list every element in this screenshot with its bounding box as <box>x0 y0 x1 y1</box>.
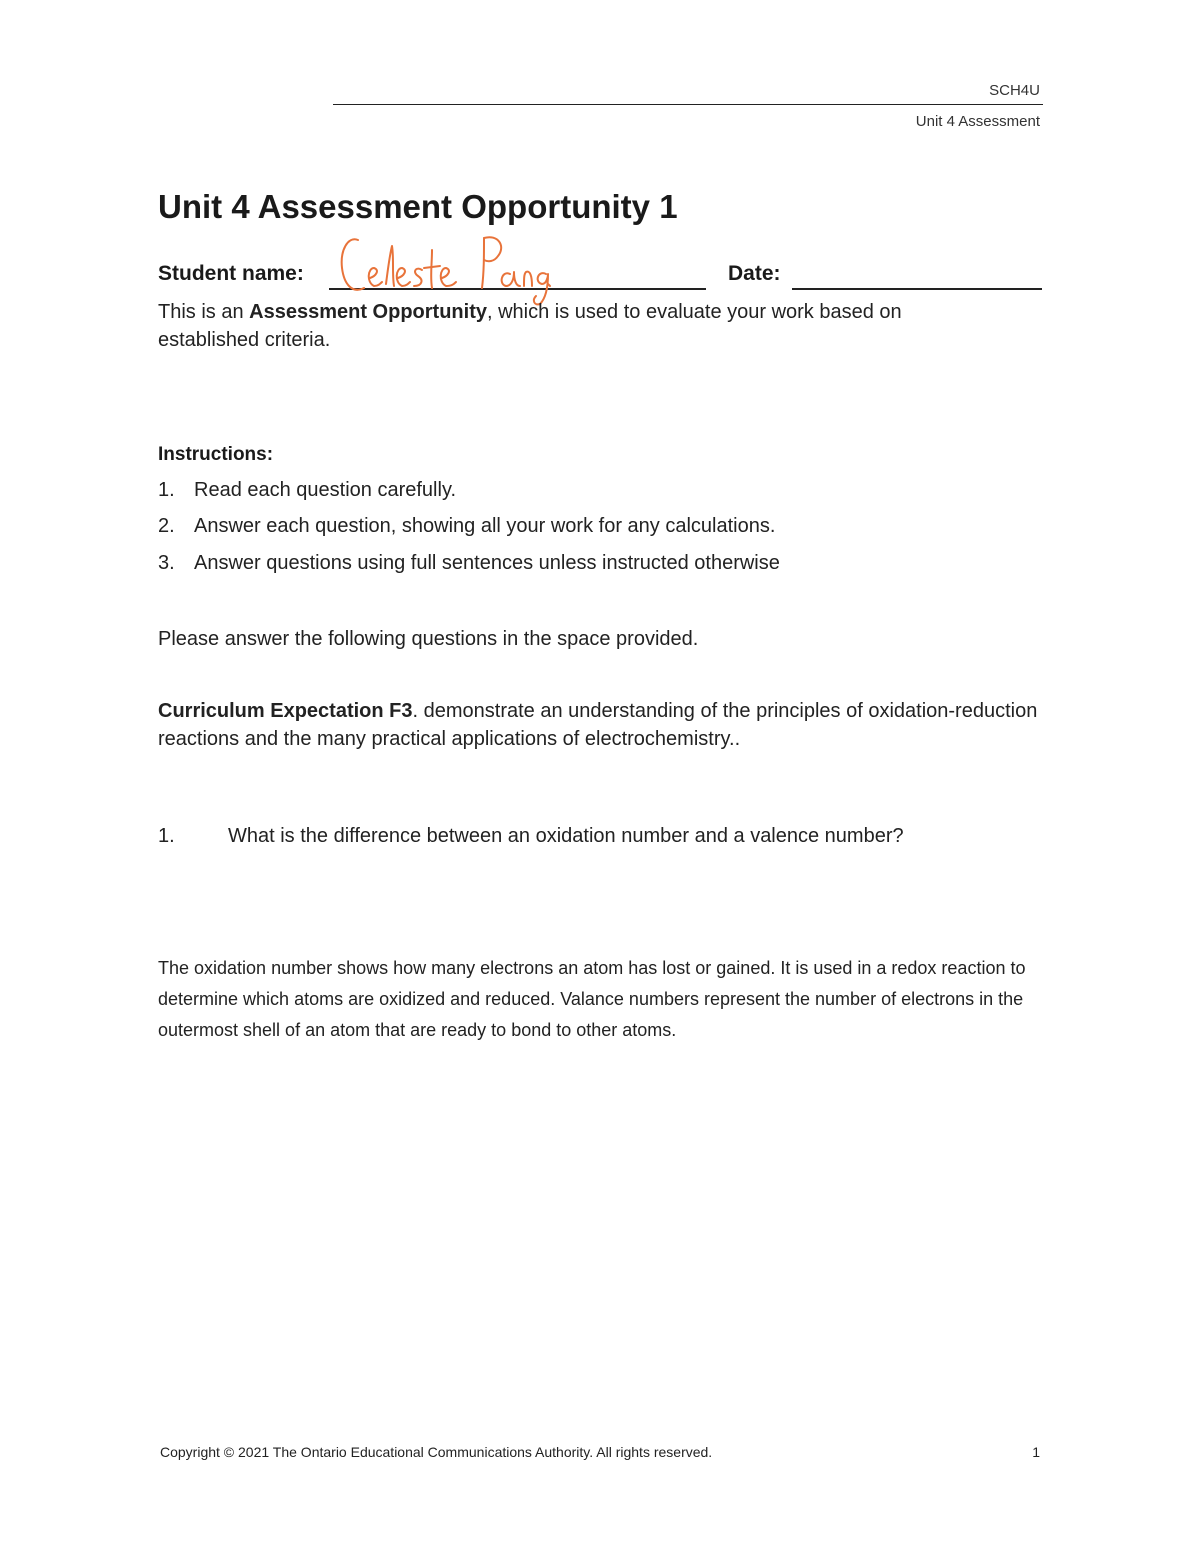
question-1 <box>158 825 904 848</box>
curriculum-text: . demonstrate an understanding of the principles of oxidation-reduction reactions and the many practical applications of electrochemistry.. <box>158 700 1038 750</box>
page-number: 1 <box>1032 1444 1040 1460</box>
instruction-number: 1. <box>158 479 175 501</box>
page-title: Unit 4 Assessment Opportunity 1 <box>158 188 678 225</box>
instruction-item <box>158 552 780 575</box>
answer-1[interactable]: The oxidation number shows how many electrons an atom has lost or gained. It is used in a redox reaction to determine which atoms are oxidized and reduced. Valance numbers represent the number of electrons in the outermost shell of an atom that are ready to bond to other atoms. <box>158 958 1026 1040</box>
curriculum-label: Curriculum Expectation F3 <box>158 700 413 722</box>
instruction-text: Read each question carefully. <box>194 479 457 501</box>
header-rule <box>333 104 1043 105</box>
instruction-text: Answer questions using full sentences unless instructed otherwise <box>194 552 780 574</box>
question-number: 1. <box>158 825 175 847</box>
curriculum-expectation <box>158 697 1038 753</box>
intro-text-before: This is an <box>158 301 250 323</box>
unit-label: Unit 4 Assessment <box>915 113 1040 130</box>
handwritten-signature <box>334 228 552 308</box>
instruction-text: Answer each question, showing all your work for any calculations. <box>194 515 776 537</box>
footer-copyright: Copyright © 2021 The Ontario Educational Communications Authority. All rights reserved. <box>160 1444 713 1460</box>
intro-paragraph <box>158 298 988 354</box>
please-answer-text: Please answer the following questions in the space provided. <box>158 628 699 650</box>
question-text: What is the difference between an oxidation number and a valence number? <box>228 825 904 847</box>
intro-bold-term: Assessment Opportunity <box>249 301 487 323</box>
instruction-item <box>158 515 775 538</box>
course-code: SCH4U <box>989 82 1040 99</box>
date-line[interactable] <box>792 288 1042 290</box>
instruction-number: 3. <box>158 552 175 574</box>
instruction-number: 2. <box>158 515 175 537</box>
date-label: Date: <box>728 262 781 285</box>
student-name-label: Student name: <box>158 262 304 285</box>
instructions-heading: Instructions: <box>158 444 274 465</box>
instruction-item <box>158 479 456 502</box>
intro-text-after: , which is used to evaluate your work based on established criteria. <box>158 301 902 351</box>
